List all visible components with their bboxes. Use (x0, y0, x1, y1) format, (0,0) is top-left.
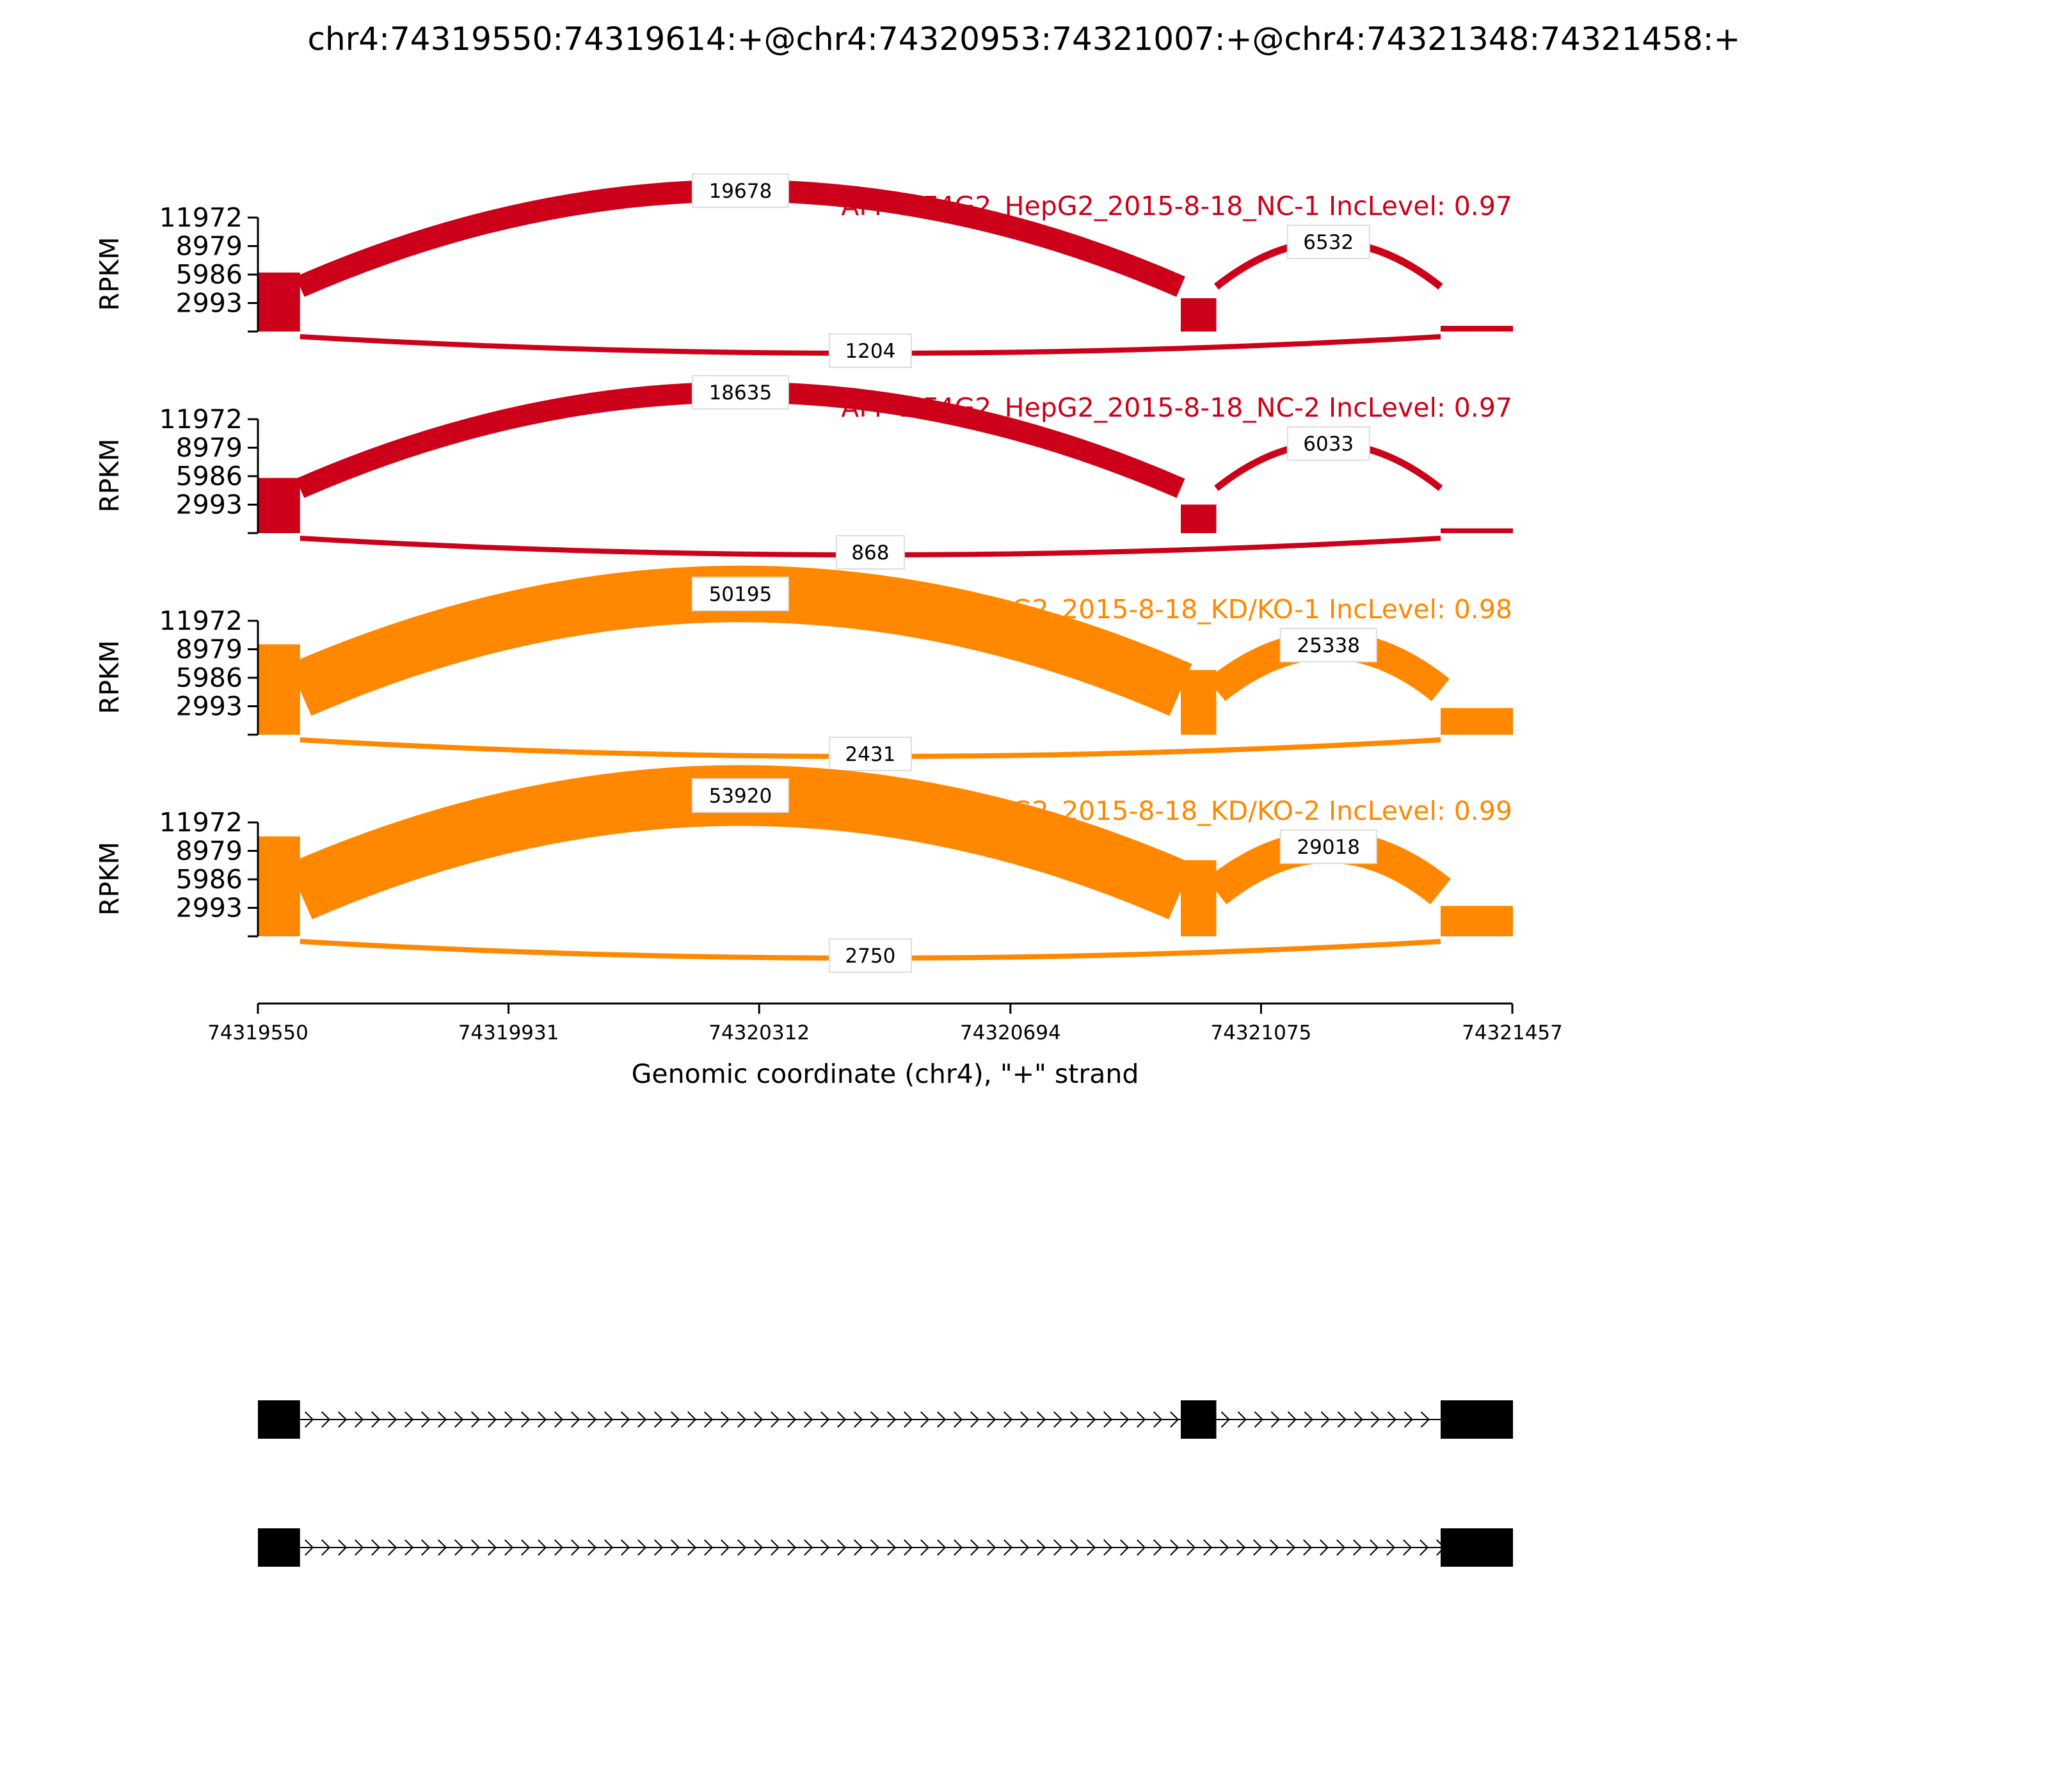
x-tick-label: 74319931 (458, 1021, 559, 1044)
coverage-bar (1441, 708, 1513, 735)
sample-label: AFP EIF4G2_HepG2_2015-8-18_KD/KO-1 IncLevel: 0.98 (796, 594, 1512, 625)
sample-label: AFP EIF4G2_HepG2_2015-8-18_KD/KO-2 IncLevel: 0.99 (796, 796, 1512, 826)
chart-title: chr4:74319550:74319614:+@chr4:74320953:74321007:+@chr4:74321348:74321458:+ (307, 20, 1741, 58)
y-tick-label: 8979 (175, 634, 243, 665)
sample-panel (94, 779, 1513, 972)
y-tick-label: 5986 (175, 662, 243, 693)
coverage-bar (1181, 504, 1217, 533)
junction-count: 6033 (1303, 433, 1354, 456)
x-tick-label: 74321457 (1462, 1021, 1563, 1044)
coverage-bar (1441, 326, 1513, 332)
junction-count: 18635 (708, 381, 772, 404)
coverage-bar (258, 644, 300, 735)
junction-count: 1204 (845, 340, 896, 363)
sample-panels (94, 174, 1513, 972)
exon-block (1181, 1400, 1217, 1439)
sample-label: AFP EIF4G2_HepG2_2015-8-18_NC-1 IncLevel: 0.97 (841, 191, 1512, 221)
y-tick-label: 11972 (159, 202, 243, 233)
y-tick-label: 8979 (175, 835, 243, 867)
coverage-bar (1441, 906, 1513, 936)
y-tick-label: 8979 (175, 230, 243, 262)
sample-panel (94, 174, 1513, 367)
x-tick-label: 74320694 (959, 1021, 1061, 1044)
exon-block (258, 1528, 300, 1567)
junction-count: 6532 (1303, 231, 1354, 254)
coverage-bar (258, 273, 300, 332)
coverage-bar (1181, 298, 1217, 332)
junction-count: 25338 (1297, 634, 1361, 657)
sample-panel (94, 577, 1513, 771)
y-tick-label: 11972 (159, 807, 243, 838)
y-tick-label: 2993 (175, 892, 243, 924)
exon-block (258, 1400, 300, 1439)
x-axis (207, 1004, 1563, 1089)
exon-block (1441, 1528, 1513, 1567)
isoform-models (258, 1400, 1513, 1567)
coverage-bar (258, 478, 300, 533)
junction-count: 50195 (708, 583, 772, 606)
y-axis-label: RPKM (94, 640, 125, 714)
junction-count: 868 (851, 541, 890, 564)
sample-label: AFP EIF4G2_HepG2_2015-8-18_NC-2 IncLevel: 0.97 (841, 392, 1512, 423)
sample-panel (94, 376, 1513, 569)
isoform-skipping (258, 1528, 1513, 1567)
y-tick-label: 5986 (175, 864, 243, 895)
y-tick-label: 2993 (175, 691, 243, 722)
y-axis-label: RPKM (94, 842, 125, 916)
exon-block (1441, 1400, 1513, 1439)
y-tick-label: 2993 (175, 287, 243, 319)
y-tick-label: 5986 (175, 461, 243, 492)
y-tick-label: 11972 (159, 605, 243, 636)
isoform-inclusion (258, 1400, 1513, 1439)
coverage-bar (1441, 529, 1513, 533)
y-tick-label: 5986 (175, 259, 243, 290)
y-tick-label: 2993 (175, 489, 243, 520)
junction-count: 2431 (845, 743, 896, 766)
x-tick-label: 74321075 (1210, 1021, 1312, 1044)
coverage-bar (258, 836, 300, 936)
junction-count: 2750 (845, 945, 896, 968)
x-axis-label: Genomic coordinate (chr4), "+" strand (631, 1059, 1139, 1089)
junction-count: 29018 (1297, 836, 1361, 859)
x-tick-label: 74320312 (708, 1021, 810, 1044)
y-axis-label: RPKM (94, 237, 125, 311)
y-axis-label: RPKM (94, 438, 125, 513)
junction-count: 19678 (708, 180, 772, 203)
y-tick-label: 11972 (159, 404, 243, 435)
y-tick-label: 8979 (175, 432, 243, 463)
x-tick-label: 74319550 (207, 1021, 308, 1044)
junction-count: 53920 (708, 785, 772, 808)
